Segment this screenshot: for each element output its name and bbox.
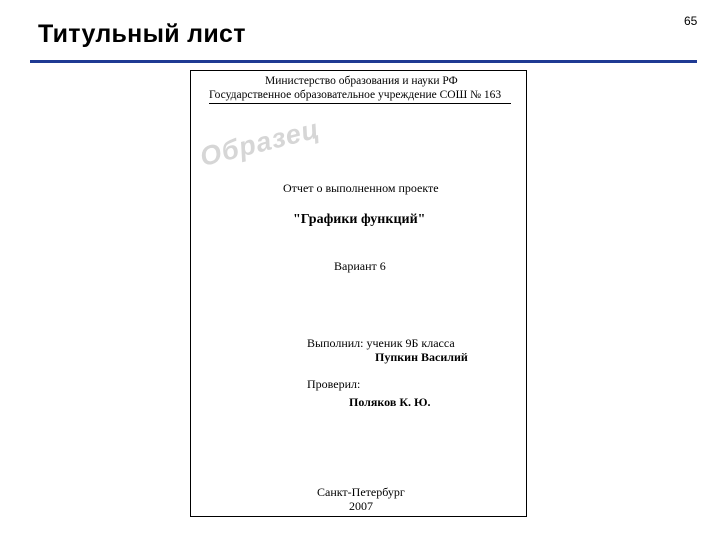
title-page-sample (190, 70, 527, 517)
checked-by-label: Проверил: (307, 377, 361, 391)
teacher-name: Поляков К. Ю. (349, 395, 431, 409)
page-number: 65 (684, 14, 698, 28)
project-title: "Графики функций" (293, 212, 426, 227)
city: Санкт-Петербург (317, 485, 405, 499)
title-underline (30, 60, 697, 63)
slide-title: Титульный лист (38, 20, 246, 48)
school-underline (209, 103, 511, 104)
year: 2007 (349, 499, 373, 513)
sample-watermark: Образец (197, 113, 323, 173)
done-by-label: Выполнил: ученик 9Б класса (307, 336, 455, 350)
school-line: Государственное образовательное учреждение СОШ № 163 (209, 89, 502, 101)
variant-label: Вариант 6 (334, 259, 386, 273)
report-label: Отчет о выполненном проекте (283, 181, 439, 195)
student-name: Пупкин Василий (375, 350, 468, 364)
ministry-line: Министерство образования и науки РФ (265, 75, 458, 87)
